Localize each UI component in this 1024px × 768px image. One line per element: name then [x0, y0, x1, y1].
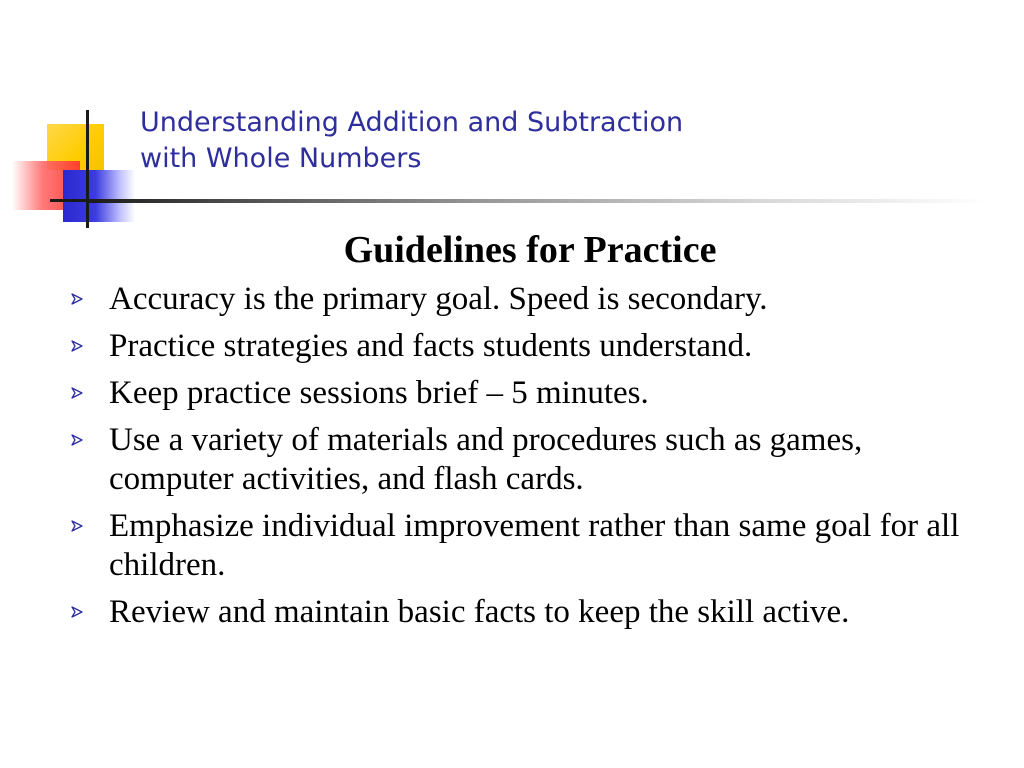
bullet-item	[70, 280, 970, 319]
slide-title-line: Understanding Addition and Subtraction	[140, 107, 684, 138]
bullet-text: Emphasize individual improvement rather than same goal for all children.	[109, 508, 960, 583]
slide-subheading: Guidelines for Practice	[343, 229, 717, 271]
bullet-text: Accuracy is the primary goal. Speed is secondary.	[109, 281, 768, 317]
bullet-item	[70, 507, 970, 585]
arrowhead-bullet-icon	[70, 386, 84, 400]
arrowhead-bullet-icon	[70, 339, 84, 353]
title-divider	[88, 199, 988, 203]
bullet-text: Keep practice sessions brief – 5 minutes.	[109, 375, 649, 411]
arrowhead-bullet-icon	[70, 519, 84, 533]
bullet-text: Practice strategies and facts students understand.	[109, 328, 753, 364]
bullet-item	[70, 327, 970, 366]
bullet-item	[70, 374, 970, 413]
bullet-text: Use a variety of materials and procedures such as games, computer activities, and flash cards.	[109, 422, 863, 497]
bullet-item	[70, 421, 970, 499]
arrowhead-bullet-icon	[70, 433, 84, 447]
logo-vertical-line	[86, 110, 89, 228]
logo-blue-square	[63, 170, 135, 222]
slide-title	[140, 105, 960, 177]
slide-title-line: with Whole Numbers	[140, 143, 422, 174]
bullet-list	[70, 280, 970, 640]
arrowhead-bullet-icon	[70, 292, 84, 306]
bullet-item	[70, 593, 970, 632]
slide-logo-decoration	[0, 0, 150, 240]
arrowhead-bullet-icon	[70, 605, 84, 619]
bullet-text: Review and maintain basic facts to keep the skill active.	[109, 594, 850, 630]
